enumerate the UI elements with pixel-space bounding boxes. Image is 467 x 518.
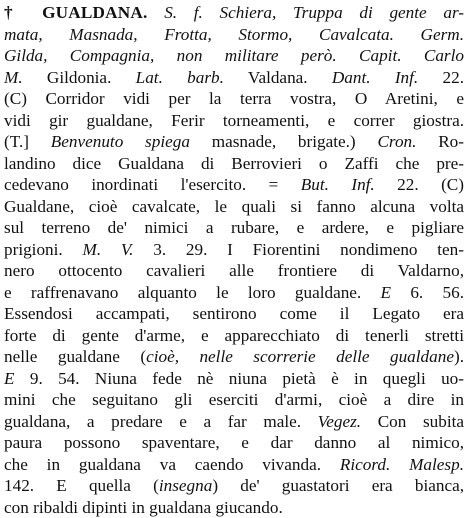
text-line [4,475,464,497]
text-span [147,3,164,22]
text-span: 9. 54. Niuna fede nè niuna pietà è in quegli uo- [14,368,464,388]
text-span: sul terreno de' nimici a rubare, e ardere, e pigliare [4,218,464,237]
text-span: vidi gir gualdane, Ferir torneamenti, e correr giostra. [4,110,464,130]
text-span: con ribaldi dipinti in gualdana giucando. [4,497,283,517]
text-span: e raffrenavano alquanto le loro gualdane. [4,282,381,302]
text-span: Ro- [416,132,464,151]
italic-span: mata, Masnada, Frotta, Stormo, Cavalcata. Germ. [4,24,464,44]
text-line [4,239,464,261]
text-line [4,217,464,239]
text-span: mini che seguitano gli eserciti d'armi, cioè a dire in [4,390,464,409]
text-span: cedevano inordinati l'esercito. = [4,175,301,194]
text-line [4,67,464,89]
text-span: Gildonia. [22,67,136,87]
text-span: 142. E quella ( [4,476,159,495]
text-line [4,282,464,304]
text-line [4,45,464,67]
italic-span: E [380,282,392,302]
text-line [4,153,464,175]
text-span: (T.] [4,132,51,151]
italic-span: Vegez. [317,411,362,431]
text-line [4,196,464,218]
text-line [4,432,464,454]
italic-span: cioè, nelle scorrerie delle gualdane [146,347,454,366]
italic-span: Cron. [377,132,417,151]
text-span: (C) Corridor vidi per la terra vostra, O Aretini, e [4,89,464,108]
italic-span: Benvenuto spiega [50,132,190,151]
text-line [4,411,464,433]
text-line [4,368,464,390]
text-span: Con subita [361,411,464,431]
italic-span: Gilda, Compagnia, non militare però. Capit. Carlo [4,46,464,65]
text-line [4,303,464,325]
text-line [4,454,464,476]
italic-span: E [4,368,15,388]
text-span: landino dice Gualdana di Berrovieri o Zaffi che pre- [4,153,464,173]
italic-span: S. f. Schiera, Truppa di gente ar- [164,3,464,22]
text-span: forte di gente d'arme, e apparecchiato di tenerli stretti [4,325,464,345]
text-line [4,346,464,368]
italic-span: Ricord. Malesp. [339,454,464,474]
text-line [4,24,464,46]
text-span: 3. 29. I Fiorentini nondimeno ten- [133,239,464,259]
text-line [4,131,464,153]
italic-span: Dant. Inf. [331,67,419,87]
text-span: prigioni. [4,239,83,259]
text-line [4,389,464,411]
text-line [4,260,464,282]
italic-span: But. Inf. [300,175,375,194]
text-line [4,2,464,24]
text-span: 22. (C) [374,175,464,194]
italic-span: M. [4,67,23,87]
text-span: paura possono spaventare, e dar danno al nimico, [4,433,464,452]
italic-span: M. V. [82,239,134,259]
text-span: gualdana, a predare e a far male. [4,411,318,431]
text-line [4,325,464,347]
text-span: Valdana. [223,67,332,87]
text-span: ). [453,347,464,366]
headword: † GUALDANA. [4,3,148,22]
text-span: nelle gualdane ( [4,347,147,366]
italic-span: Lat. barb. [135,67,224,87]
text-span: che in gualdana va caendo vivanda. [4,454,340,474]
text-line [4,88,464,110]
text-span: 22. [418,67,464,87]
text-line [4,174,464,196]
text-span: 6. 56. [391,282,464,302]
text-span: Gualdane, cioè cavalcate, le quali si fanno alcuna volta [4,196,464,216]
dictionary-entry-gualdana [4,2,464,518]
text-span: ) de' guastatori era bianca, [212,476,464,495]
text-span: Essendosi accampati, sentirono come il Legato era [4,304,464,323]
text-span: masnade, brigate.) [189,132,378,151]
text-line [4,497,464,518]
italic-span: insegna [158,476,213,495]
text-span: nero ottocento cavalieri alle frontiere di Valdarno, [4,261,464,280]
text-line [4,110,464,132]
